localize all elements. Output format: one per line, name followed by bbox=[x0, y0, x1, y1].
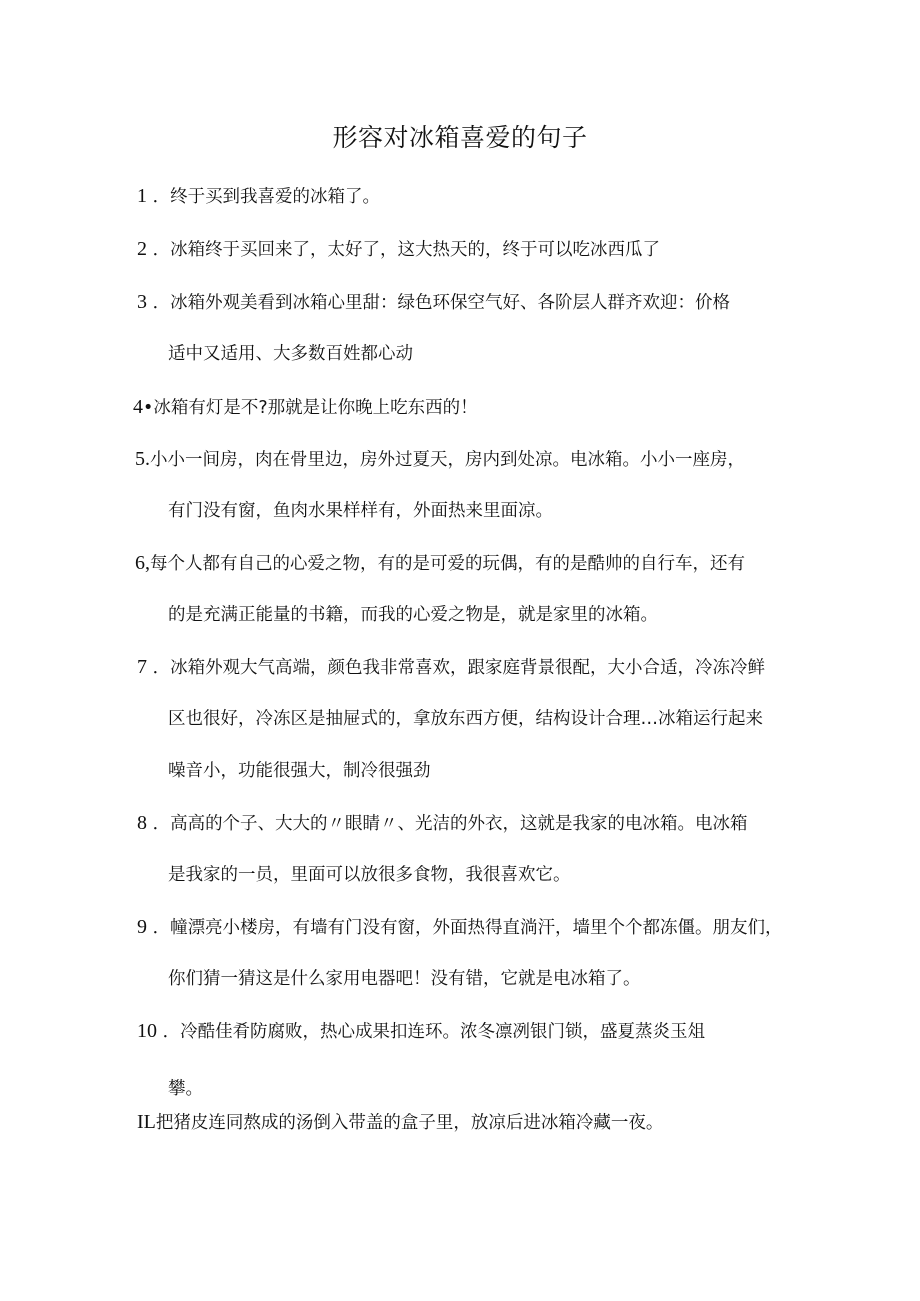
list-item bbox=[137, 1019, 705, 1044]
item-text: ．冰箱终于买回来了，太好了，这大热天的，终于可以吃冰西瓜了 bbox=[147, 240, 661, 260]
item-number: 2 bbox=[137, 238, 147, 260]
item-text: 你们猜一猜这是什么家用电器吧！没有错，它就是电冰箱了。 bbox=[168, 969, 641, 989]
item-text: 是我家的一员，里面可以放很多食物，我很喜欢它。 bbox=[168, 865, 571, 885]
item-text: 适中又适用、大多数百姓都心动 bbox=[168, 344, 413, 364]
item-number: 10 bbox=[137, 1020, 157, 1042]
list-item bbox=[137, 184, 380, 209]
list-item-continuation bbox=[168, 1077, 203, 1101]
item-text: ．冰箱外观美看到冰箱心里甜：绿色环保空气好、各阶层人群齐欢迎：价格 bbox=[147, 293, 731, 313]
item-text: 攀。 bbox=[168, 1079, 203, 1099]
item-text: 噪音小，功能很强大，制冷很强劲 bbox=[168, 761, 431, 781]
item-number: 5. bbox=[135, 448, 150, 470]
list-item bbox=[137, 915, 783, 940]
item-text: 有门没有窗，鱼肉水果样样有，外面热来里面凉。 bbox=[168, 501, 553, 521]
document-title: 形容对冰箱喜爱的句子 bbox=[332, 123, 588, 152]
list-item-continuation bbox=[168, 499, 553, 523]
list-item-continuation bbox=[168, 603, 658, 627]
item-text: 把猪皮连同熬成的汤倒入带盖的盒子里，放凉后进冰箱冷藏一夜。 bbox=[155, 1113, 664, 1133]
list-item bbox=[137, 290, 730, 315]
list-item-continuation bbox=[168, 342, 413, 366]
item-number: 7 bbox=[137, 656, 147, 678]
item-number: 8 bbox=[137, 812, 147, 834]
item-number: IL bbox=[137, 1111, 156, 1133]
item-text: 区也很好，冷冻区是抽屉式的，拿放东西方便，结构设计合理…冰箱运行起来 bbox=[168, 709, 763, 729]
item-text: 的是充满正能量的书籍，而我的心爱之物是，就是家里的冰箱。 bbox=[168, 605, 658, 625]
item-number: 1 bbox=[137, 185, 147, 207]
item-text: ．终于买到我喜爱的冰箱了。 bbox=[147, 187, 381, 207]
list-item-continuation bbox=[168, 759, 431, 783]
item-text: ．高高的个子、大大的〃眼睛〃、光洁的外衣，这就是我家的电冰箱。电冰箱 bbox=[147, 814, 748, 834]
item-text: ．冰箱外观大气高端，颜色我非常喜欢，跟家庭背景很配，大小合适，冷冻冷鲜 bbox=[147, 658, 766, 678]
item-text: 小小一间房，肉在骨里边，房外过夏天，房内到处凉。电冰箱。小小一座房， bbox=[150, 450, 745, 470]
list-item bbox=[137, 237, 660, 262]
list-item-continuation bbox=[168, 863, 571, 887]
list-item bbox=[137, 655, 765, 680]
item-text: 每个人都有自己的心爱之物，有的是可爱的玩偶，有的是酷帅的自行车，还有 bbox=[150, 554, 745, 574]
item-number: 4 bbox=[133, 396, 143, 418]
list-item-continuation bbox=[168, 707, 763, 731]
item-number: 6, bbox=[135, 552, 150, 574]
list-item bbox=[137, 811, 748, 836]
list-item bbox=[133, 395, 478, 420]
item-number: 3 bbox=[137, 291, 147, 313]
list-item-continuation bbox=[168, 967, 641, 991]
item-text: •冰箱有灯是不?那就是让你晚上吃东西的！ bbox=[143, 398, 478, 418]
list-item bbox=[137, 1110, 663, 1135]
item-text: ．幢漂亮小楼房，有墙有门没有窗，外面热得直淌汗，墙里个个都冻僵。朋友们， bbox=[147, 918, 783, 938]
list-item bbox=[135, 447, 745, 472]
item-number: 9 bbox=[137, 916, 147, 938]
list-item bbox=[135, 551, 745, 576]
item-text: ．冷酷佳肴防腐败，热心成果扣连环。浓冬凛冽银门锁，盛夏蒸炎玉俎 bbox=[157, 1022, 706, 1042]
